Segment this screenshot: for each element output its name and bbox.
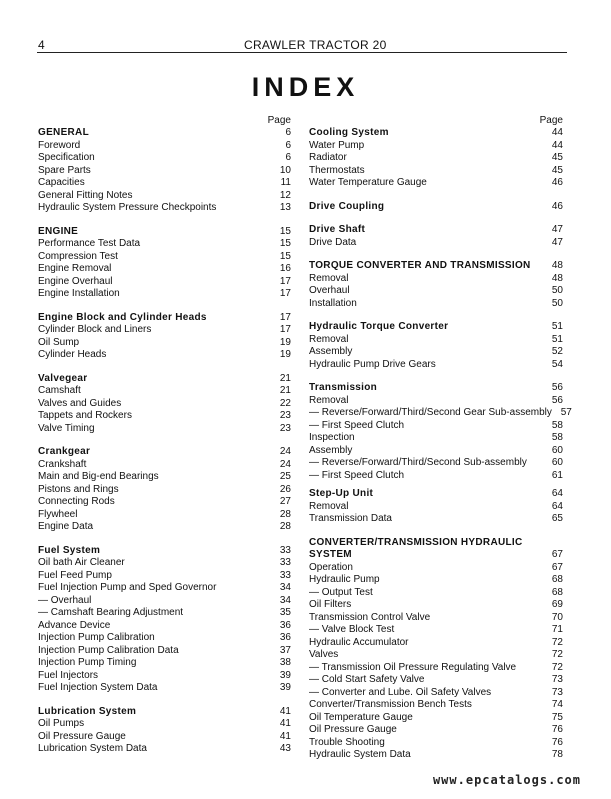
index-entry-page: 45 bbox=[551, 164, 563, 176]
section-heading-page: 51 bbox=[551, 321, 563, 332]
index-entry-text: Oil Sump bbox=[38, 336, 80, 348]
index-entry-page: 19 bbox=[279, 349, 291, 360]
index-entry-text: Hydraulic System Pressure Checkpoints bbox=[38, 202, 217, 213]
index-entry bbox=[38, 645, 291, 658]
index-entry bbox=[38, 276, 291, 289]
index-entry bbox=[309, 359, 563, 372]
index-entry-text: Valve Timing bbox=[38, 422, 95, 434]
index-entry bbox=[38, 140, 291, 153]
index-entry-page: 10 bbox=[279, 164, 291, 176]
index-entry-page: 34 bbox=[279, 582, 291, 593]
index-entry bbox=[309, 501, 563, 514]
index-entry-page: 60 bbox=[551, 444, 563, 456]
index-entry bbox=[38, 165, 291, 178]
index-entry bbox=[309, 674, 563, 687]
running-title: CRAWLER TRACTOR 20 bbox=[244, 38, 387, 52]
index-entry-text: Removal bbox=[309, 333, 349, 345]
index-entry-text: Compression Test bbox=[38, 250, 118, 262]
index-entry bbox=[38, 670, 291, 683]
index-section bbox=[309, 488, 563, 526]
index-entry-text: Oil Pressure Gauge bbox=[309, 724, 397, 735]
index-entry-text: Assembly bbox=[309, 346, 353, 357]
index-entry bbox=[38, 324, 291, 337]
section-heading-text: Fuel System bbox=[38, 544, 101, 556]
section-heading-text: Valvegear bbox=[38, 372, 88, 384]
index-entry-page: 34 bbox=[279, 594, 291, 606]
index-entry-text: Foreword bbox=[38, 139, 81, 151]
section-heading-text: GENERAL bbox=[38, 127, 89, 138]
index-entry bbox=[38, 459, 291, 472]
index-entry-page: 15 bbox=[279, 238, 291, 249]
index-entry-page: 73 bbox=[551, 674, 563, 685]
index-entry bbox=[309, 285, 563, 298]
section-heading-page: 48 bbox=[551, 260, 563, 271]
index-entry-text: General Fitting Notes bbox=[38, 189, 133, 201]
section-heading-page: 21 bbox=[279, 372, 291, 384]
index-entry-page: 75 bbox=[551, 711, 563, 723]
section-heading-text: SYSTEM bbox=[309, 549, 352, 560]
index-entry-text: Hydraulic Accumulator bbox=[309, 636, 409, 648]
index-entry-page: 16 bbox=[279, 263, 291, 274]
section-heading bbox=[309, 201, 563, 214]
index-section bbox=[38, 706, 291, 756]
index-entry-text: Injection Pump Calibration bbox=[38, 632, 155, 643]
index-entry bbox=[38, 202, 291, 215]
index-entry-text: Radiator bbox=[309, 152, 347, 163]
index-entry-text: Fuel Feed Pump bbox=[38, 569, 112, 581]
section-heading-text: Drive Coupling bbox=[309, 200, 385, 212]
index-entry-page: 36 bbox=[279, 632, 291, 643]
index-entry bbox=[38, 620, 291, 633]
index-entry-text: Engine Installation bbox=[38, 288, 120, 299]
index-entry-page: 24 bbox=[279, 458, 291, 470]
index-entry-page: 22 bbox=[279, 397, 291, 409]
index-entry bbox=[309, 699, 563, 712]
index-section bbox=[38, 446, 291, 534]
index-entry-text: Camshaft bbox=[38, 385, 81, 396]
index-entry-page: 15 bbox=[279, 250, 291, 262]
index-entry-page: 33 bbox=[279, 557, 291, 568]
index-entry-page: 68 bbox=[551, 586, 563, 598]
index-entry bbox=[309, 637, 563, 650]
index-entry-text: Oil Pumps bbox=[38, 718, 85, 729]
index-entry bbox=[38, 190, 291, 203]
index-entry-page: 78 bbox=[551, 749, 563, 760]
index-entry bbox=[309, 346, 563, 359]
index-entry-text: Fuel Injection Pump and Sped Governor bbox=[38, 582, 217, 593]
index-entry-text: — Output Test bbox=[309, 586, 373, 598]
left-sections bbox=[38, 127, 291, 756]
index-entry-text: Oil bath Air Cleaner bbox=[38, 557, 125, 568]
index-entry bbox=[38, 607, 291, 620]
index-entry-text: Removal bbox=[309, 500, 349, 512]
section-heading-page: 46 bbox=[551, 200, 563, 212]
index-entry bbox=[309, 445, 563, 458]
index-entry-text: Removal bbox=[309, 394, 349, 406]
header-rule bbox=[37, 52, 567, 53]
section-heading bbox=[309, 382, 563, 395]
index-entry-text: Hydraulic System Data bbox=[309, 749, 411, 760]
index-entry-page: 57 bbox=[560, 407, 572, 418]
index-entry-page: 45 bbox=[551, 152, 563, 163]
index-entry-text: Converter/Transmission Bench Tests bbox=[309, 699, 472, 710]
index-entry-page: 60 bbox=[551, 457, 563, 468]
index-entry bbox=[309, 237, 563, 250]
section-heading bbox=[309, 549, 563, 562]
index-entry-page: 37 bbox=[279, 644, 291, 656]
index-entry-page: 44 bbox=[551, 139, 563, 151]
section-heading-page: 15 bbox=[279, 225, 291, 237]
index-entry bbox=[309, 165, 563, 178]
section-heading-page: 47 bbox=[551, 224, 563, 235]
index-entry-page: 48 bbox=[551, 272, 563, 284]
index-entry-page: 39 bbox=[279, 669, 291, 681]
index-entry bbox=[309, 432, 563, 445]
index-section bbox=[309, 382, 572, 482]
index-section bbox=[309, 260, 563, 310]
index-entry-text: Tappets and Rockers bbox=[38, 410, 132, 421]
index-entry-text: Oil Filters bbox=[309, 599, 352, 610]
index-entry-text: Oil Pressure Gauge bbox=[38, 730, 126, 742]
index-entry bbox=[38, 582, 291, 595]
index-entry-page: 28 bbox=[279, 508, 291, 520]
index-entry-page: 58 bbox=[551, 432, 563, 443]
index-entry bbox=[38, 423, 291, 436]
index-entry-page: 26 bbox=[279, 483, 291, 495]
index-entry bbox=[309, 407, 572, 420]
index-entry-text: — Valve Block Test bbox=[309, 624, 395, 635]
index-entry-text: Pistons and Rings bbox=[38, 483, 119, 495]
index-entry-text: Water Temperature Gauge bbox=[309, 177, 427, 188]
right-column bbox=[309, 114, 572, 762]
section-heading-page: 6 bbox=[285, 127, 291, 138]
index-entry-page: 6 bbox=[285, 152, 291, 163]
index-entry bbox=[309, 457, 563, 470]
index-entry-text: Valves and Guides bbox=[38, 397, 122, 409]
section-heading-text: Crankgear bbox=[38, 446, 91, 457]
index-entry bbox=[38, 731, 291, 744]
index-entry-page: 23 bbox=[279, 410, 291, 421]
section-heading bbox=[309, 321, 563, 334]
index-entry-text: Thermostats bbox=[309, 164, 365, 176]
index-entry-text: — Overhaul bbox=[38, 594, 92, 606]
section-heading-page bbox=[543, 537, 563, 550]
index-entry-text: Engine Removal bbox=[38, 263, 112, 274]
index-entry bbox=[309, 152, 563, 165]
index-entry bbox=[38, 337, 291, 350]
index-entry bbox=[309, 298, 563, 311]
section-heading-page: 33 bbox=[279, 544, 291, 556]
section-heading bbox=[38, 127, 291, 140]
index-entry-text: Performance Test Data bbox=[38, 238, 141, 249]
index-entry bbox=[309, 649, 563, 662]
index-entry-page: 38 bbox=[279, 657, 291, 668]
index-entry-text: Engine Overhaul bbox=[38, 275, 113, 287]
section-heading-page: 41 bbox=[279, 705, 291, 717]
index-entry bbox=[309, 737, 563, 750]
section-heading bbox=[309, 127, 563, 140]
index-section bbox=[309, 537, 563, 762]
index-section bbox=[309, 127, 563, 190]
section-heading bbox=[309, 224, 563, 237]
index-entry-text: Injection Pump Calibration Data bbox=[38, 644, 179, 656]
index-entry-page: 17 bbox=[279, 288, 291, 299]
index-entry-text: Crankshaft bbox=[38, 458, 87, 470]
index-entry bbox=[38, 349, 291, 362]
index-entry bbox=[309, 624, 563, 637]
index-entry bbox=[38, 521, 291, 534]
section-heading-page: 56 bbox=[551, 382, 563, 393]
page-column-label: Page bbox=[539, 115, 563, 126]
index-entry-text: Lubrication System Data bbox=[38, 743, 147, 754]
index-entry bbox=[309, 687, 563, 700]
page-column-label: Page bbox=[267, 115, 291, 126]
index-entry bbox=[309, 334, 563, 347]
index-entry-text: — First Speed Clutch bbox=[309, 469, 405, 481]
index-title: INDEX bbox=[251, 72, 360, 102]
index-entry bbox=[38, 682, 291, 695]
index-entry-page: 12 bbox=[279, 189, 291, 201]
section-heading-page: 44 bbox=[551, 127, 563, 138]
index-entry bbox=[309, 724, 563, 737]
index-entry-text: Hydraulic Pump bbox=[309, 574, 380, 585]
index-entry bbox=[309, 612, 563, 625]
index-entry-page: 54 bbox=[551, 358, 563, 370]
index-entry bbox=[38, 251, 291, 264]
index-entry-text: Capacities bbox=[38, 177, 85, 188]
index-entry-text: Water Pump bbox=[309, 139, 365, 151]
index-entry-text: — First Speed Clutch bbox=[309, 419, 405, 431]
section-heading-text: TORQUE CONVERTER AND TRANSMISSION bbox=[309, 260, 531, 271]
index-entry-text: Injection Pump Timing bbox=[38, 657, 137, 668]
index-entry bbox=[309, 599, 563, 612]
section-heading bbox=[38, 226, 291, 239]
index-entry-page: 73 bbox=[551, 686, 563, 698]
index-entry bbox=[38, 557, 291, 570]
index-entry-page: 72 bbox=[551, 636, 563, 648]
index-entry-text: Installation bbox=[309, 297, 357, 309]
index-section bbox=[309, 224, 563, 249]
section-heading-text: Engine Block and Cylinder Heads bbox=[38, 311, 207, 323]
index-entry bbox=[38, 471, 291, 484]
section-heading-page: 64 bbox=[551, 488, 563, 499]
index-entry bbox=[38, 398, 291, 411]
index-section bbox=[38, 373, 291, 436]
index-entry bbox=[309, 470, 563, 483]
index-entry-page: 58 bbox=[551, 419, 563, 431]
section-heading bbox=[38, 706, 291, 719]
index-entry-text: — Transmission Oil Pressure Regulating Valve bbox=[309, 661, 517, 673]
index-entry bbox=[38, 743, 291, 756]
index-entry-text: Spare Parts bbox=[38, 164, 91, 176]
index-entry-text: Transmission Data bbox=[309, 513, 392, 524]
index-entry bbox=[309, 420, 563, 433]
index-entry bbox=[309, 749, 563, 762]
index-entry-text: Drive Data bbox=[309, 236, 357, 248]
index-section bbox=[38, 226, 291, 301]
section-heading-text: CONVERTER/TRANSMISSION HYDRAULIC bbox=[309, 536, 523, 548]
index-entry-page: 28 bbox=[279, 521, 291, 532]
watermark: www.epcatalogs.com bbox=[432, 773, 581, 787]
index-entry bbox=[309, 140, 563, 153]
index-entry-page: 68 bbox=[551, 574, 563, 585]
index-entry-text: — Camshaft Bearing Adjustment bbox=[38, 607, 184, 618]
index-entry-text: — Converter and Lube. Oil Safety Valves bbox=[309, 686, 492, 698]
index-entry-page: 50 bbox=[551, 285, 563, 296]
index-entry-page: 41 bbox=[279, 718, 291, 729]
index-entry bbox=[309, 587, 563, 600]
index-entry-page: 27 bbox=[279, 496, 291, 507]
index-entry-page: 74 bbox=[551, 699, 563, 710]
index-entry-text: — Cold Start Safety Valve bbox=[309, 674, 425, 685]
index-entry bbox=[38, 288, 291, 301]
index-entry-page: 67 bbox=[551, 561, 563, 573]
index-entry-text: Flywheel bbox=[38, 508, 78, 520]
index-entry bbox=[38, 718, 291, 731]
section-heading bbox=[309, 537, 563, 550]
section-heading-page: 24 bbox=[279, 446, 291, 457]
section-heading-text: Drive Shaft bbox=[309, 224, 366, 235]
index-entry bbox=[309, 662, 563, 675]
index-entry-page: 52 bbox=[551, 346, 563, 357]
index-entry-page: 21 bbox=[279, 385, 291, 396]
index-entry bbox=[38, 509, 291, 522]
index-section bbox=[38, 127, 291, 215]
index-entry bbox=[38, 657, 291, 670]
index-entry-text: Hydraulic Pump Drive Gears bbox=[309, 358, 436, 370]
index-entry-text: Overhaul bbox=[309, 285, 350, 296]
section-heading-text: Hydraulic Torque Converter bbox=[309, 321, 449, 332]
section-heading-text: Lubrication System bbox=[38, 705, 137, 717]
index-entry bbox=[38, 496, 291, 509]
index-entry-page: 65 bbox=[551, 513, 563, 524]
index-entry-text: Removal bbox=[309, 272, 349, 284]
index-entry-text: Oil Temperature Gauge bbox=[309, 711, 413, 723]
index-entry-text: Operation bbox=[309, 561, 353, 573]
index-entry-page: 56 bbox=[551, 394, 563, 406]
index-entry-page: 43 bbox=[279, 743, 291, 754]
left-column bbox=[38, 114, 291, 756]
index-entry bbox=[309, 513, 563, 526]
index-entry-page: 39 bbox=[279, 682, 291, 693]
section-heading bbox=[38, 545, 291, 558]
section-heading bbox=[38, 446, 291, 459]
index-entry-text: Engine Data bbox=[38, 521, 94, 532]
index-entry-page: 72 bbox=[551, 661, 563, 673]
index-entry-page: 72 bbox=[551, 649, 563, 660]
index-entry bbox=[38, 152, 291, 165]
index-entry-text: Specification bbox=[38, 152, 95, 163]
index-entry bbox=[309, 562, 563, 575]
index-entry-text: Cylinder Block and Liners bbox=[38, 324, 152, 335]
index-entry-page: 51 bbox=[551, 333, 563, 345]
index-entry-page: 71 bbox=[551, 624, 563, 635]
index-entry bbox=[38, 238, 291, 251]
index-entry-text: Assembly bbox=[309, 444, 353, 456]
index-entry-page: 17 bbox=[279, 275, 291, 287]
index-entry-page: 36 bbox=[279, 619, 291, 631]
index-entry bbox=[38, 385, 291, 398]
index-entry-text: Transmission Control Valve bbox=[309, 611, 431, 623]
index-entry-page: 17 bbox=[279, 324, 291, 335]
index-entry-page: 61 bbox=[551, 469, 563, 481]
index-entry-text: — Reverse/Forward/Third/Second Sub-assembly bbox=[309, 457, 527, 468]
index-entry bbox=[309, 712, 563, 725]
page-number: 4 bbox=[38, 38, 45, 52]
index-entry-page: 64 bbox=[551, 500, 563, 512]
index-entry-page: 23 bbox=[279, 422, 291, 434]
index-entry bbox=[309, 395, 563, 408]
index-section bbox=[309, 321, 563, 371]
index-entry-text: Advance Device bbox=[38, 619, 111, 631]
index-section bbox=[38, 545, 291, 695]
section-heading-text: Transmission bbox=[309, 382, 378, 393]
index-entry-text: Inspection bbox=[309, 432, 355, 443]
index-entry bbox=[309, 574, 563, 587]
index-entry-page: 25 bbox=[279, 471, 291, 482]
section-heading-text: Step-Up Unit bbox=[309, 488, 374, 499]
right-sections bbox=[309, 127, 572, 762]
index-entry-text: Valves bbox=[309, 649, 339, 660]
index-entry-page: 76 bbox=[551, 724, 563, 735]
index-section bbox=[38, 312, 291, 362]
section-heading-text: Cooling System bbox=[309, 127, 389, 138]
index-entry-text: Cylinder Heads bbox=[38, 349, 107, 360]
index-entry-page: 70 bbox=[551, 611, 563, 623]
index-entry-page: 33 bbox=[279, 569, 291, 581]
section-heading bbox=[309, 488, 563, 501]
index-entry-text: Main and Big-end Bearings bbox=[38, 471, 159, 482]
index-entry-page: 11 bbox=[280, 177, 291, 188]
section-heading bbox=[309, 260, 563, 273]
index-entry-text: Trouble Shooting bbox=[309, 736, 385, 748]
index-entry-text: Fuel Injection System Data bbox=[38, 682, 158, 693]
index-entry-page: 41 bbox=[279, 730, 291, 742]
index-entry-page: 6 bbox=[285, 139, 291, 151]
section-heading bbox=[38, 373, 291, 386]
index-entry bbox=[38, 410, 291, 423]
index-entry-page: 69 bbox=[551, 599, 563, 610]
index-entry bbox=[38, 595, 291, 608]
index-entry-page: 46 bbox=[551, 177, 563, 188]
section-heading-page: 17 bbox=[279, 311, 291, 323]
index-entry-text: Fuel Injectors bbox=[38, 669, 99, 681]
index-entry-page: 13 bbox=[279, 202, 291, 213]
section-heading-text: ENGINE bbox=[38, 225, 79, 237]
index-entry-page: 35 bbox=[279, 607, 291, 618]
index-entry bbox=[38, 570, 291, 583]
index-entry bbox=[38, 263, 291, 276]
index-entry-page: 47 bbox=[551, 236, 563, 248]
index-entry-text: Connecting Rods bbox=[38, 496, 115, 507]
section-heading-page: 67 bbox=[551, 549, 563, 560]
index-entry bbox=[309, 273, 563, 286]
index-entry bbox=[38, 632, 291, 645]
index-entry-text: — Reverse/Forward/Third/Second Gear Sub-assembly bbox=[309, 407, 552, 418]
section-heading bbox=[38, 312, 291, 325]
index-entry-page: 19 bbox=[279, 336, 291, 348]
index-entry bbox=[38, 484, 291, 497]
index-section bbox=[309, 201, 563, 214]
index-entry bbox=[38, 177, 291, 190]
index-entry-page: 50 bbox=[551, 297, 563, 309]
index-entry bbox=[309, 177, 563, 190]
index-entry-page: 76 bbox=[551, 736, 563, 748]
